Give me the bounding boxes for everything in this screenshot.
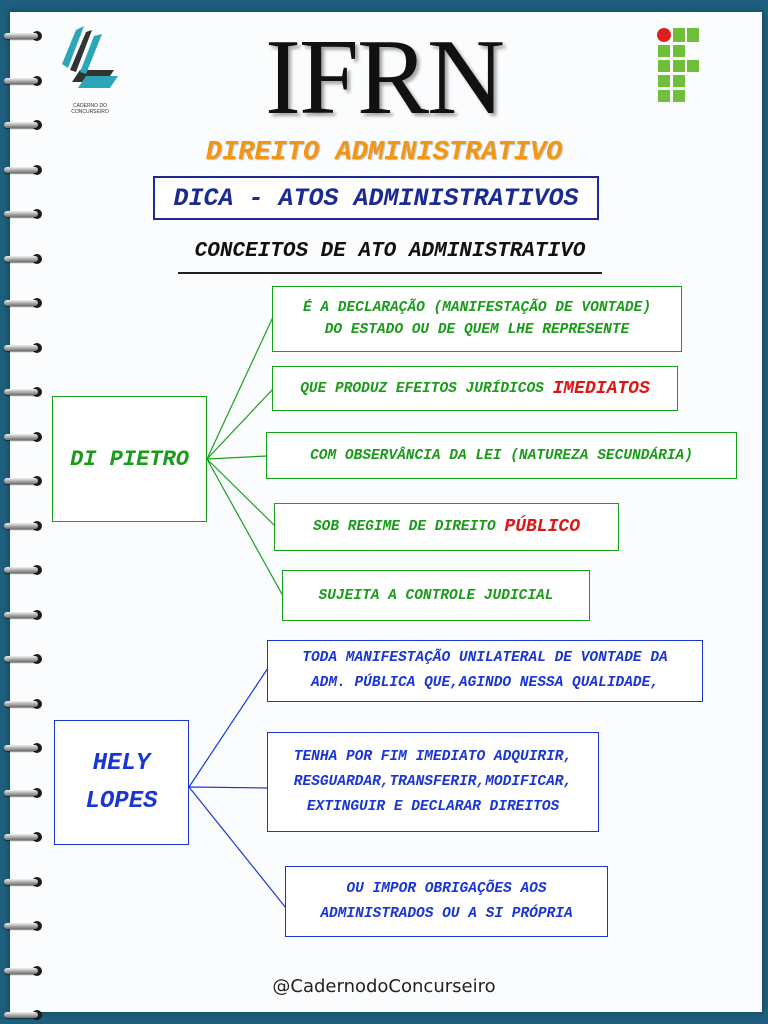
hely-lopes-item-1-line-2: ADM. PÚBLICA QUE,AGINDO NESSA QUALIDADE,	[310, 675, 660, 691]
social-handle: @CadernodoConcurseiro	[272, 976, 496, 997]
author-hely-lopes-line-1: HELY	[92, 749, 151, 777]
hely-lopes-item-2-line-3: EXTINGUIR E DECLARAR DIREITOS	[306, 798, 560, 815]
di-pietro-item-3	[266, 432, 737, 479]
di-pietro-item-5	[282, 570, 590, 621]
logo-caption-2: CONCURSEIRO	[71, 109, 109, 115]
author-di-pietro-label: DI PIETRO	[70, 446, 189, 472]
author-hely-lopes-line-2: LOPES	[85, 787, 158, 815]
hely-lopes-item-3	[285, 866, 608, 937]
di-pietro-item-2-highlight: IMEDIATOS	[552, 378, 650, 399]
page-title: IFRN	[264, 18, 504, 137]
hely-lopes-item-2-line-2: RESGUARDAR,TRANSFERIR,MODIFICAR,	[293, 773, 573, 790]
hely-lopes-item-3-line-1: OU IMPOR OBRIGAÇÕES AOS	[346, 880, 547, 897]
hely-lopes-item-2	[267, 732, 599, 832]
section-title: CONCEITOS DE ATO ADMINISTRATIVO	[194, 240, 586, 263]
tip-text: DICA - ATOS ADMINISTRATIVOS	[173, 183, 579, 213]
di-pietro-item-1-line-2: DO ESTADO OU DE QUEM LHE REPRESENTE	[324, 322, 630, 338]
hely-lopes-item-2-line-1: TENHA POR FIM IMEDIATO ADQUIRIR,	[293, 748, 573, 765]
hely-lopes-item-1-line-1: TODA MANIFESTAÇÃO UNILATERAL DE VONTADE DA	[302, 650, 668, 666]
author-di-pietro	[52, 396, 207, 522]
hely-lopes-item-1	[267, 640, 703, 702]
logo-caption-1: CADERNO DO	[73, 103, 107, 109]
di-pietro-item-1-line-1: É A DECLARAÇÃO (MANIFESTAÇÃO DE VONTADE)	[302, 300, 652, 316]
subject-heading: DIREITO ADMINISTRATIVO	[205, 138, 563, 168]
di-pietro-item-5-text: SUJEITA A CONTROLE JUDICIAL	[318, 587, 554, 604]
di-pietro-item-3-text: COM OBSERVÂNCIA DA LEI (NATUREZA SECUNDÁRIA)	[310, 447, 693, 464]
di-pietro-item-1	[272, 286, 682, 352]
di-pietro-item-2-text: QUE PRODUZ EFEITOS JURÍDICOS	[300, 380, 544, 397]
author-hely-lopes	[54, 720, 189, 845]
hely-lopes-item-3-line-2: ADMINISTRADOS OU A SI PRÓPRIA	[320, 905, 573, 922]
di-pietro-item-4-highlight: PÚBLICO	[504, 517, 581, 537]
di-pietro-item-4	[274, 503, 619, 551]
di-pietro-item-4-text: SOB REGIME DE DIREITO	[312, 519, 496, 535]
di-pietro-item-2	[272, 366, 678, 411]
